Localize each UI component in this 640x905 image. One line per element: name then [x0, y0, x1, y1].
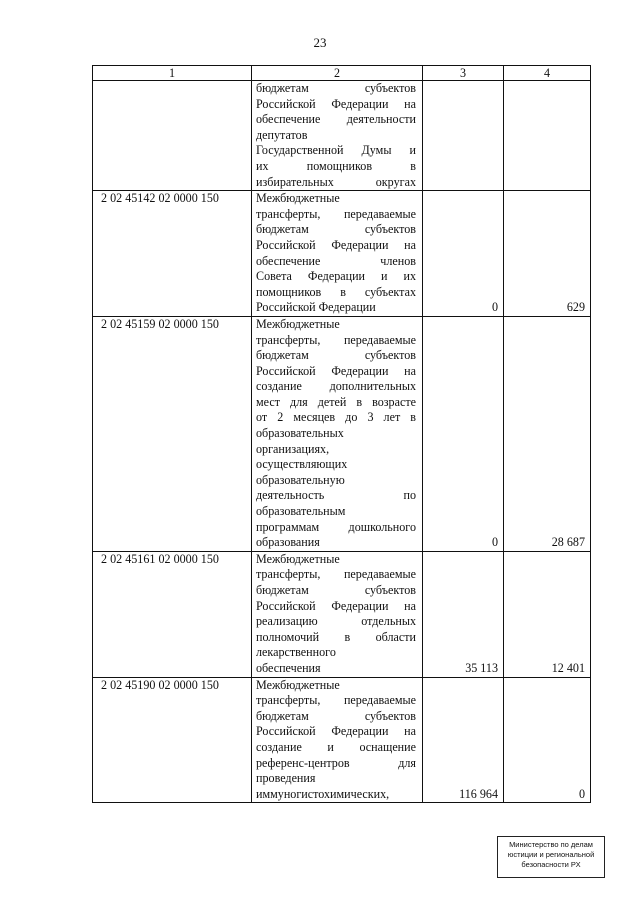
table-row — [93, 316, 591, 551]
description-line: реализацию отдельных — [256, 614, 416, 629]
description-line: референс-центров для — [256, 755, 416, 770]
value-col4: 12 401 — [504, 551, 591, 677]
description-line: обеспечение членов — [256, 253, 416, 268]
column-header-4: 4 — [504, 66, 591, 81]
description-line: Российской Федерации на — [256, 237, 416, 252]
description-line: Межбюджетные — [256, 191, 340, 206]
value-col4: 629 — [504, 191, 591, 317]
budget-code — [93, 81, 252, 191]
description-line: помощников в субъектах — [256, 284, 416, 299]
description-line: Российской Федерации на — [256, 363, 416, 378]
column-header-1: 1 — [93, 66, 252, 81]
table-row — [93, 677, 591, 803]
table-row — [93, 551, 591, 677]
description-line: создание и оснащение — [256, 739, 416, 754]
value-col3: 35 113 — [423, 551, 504, 677]
budget-code: 2 02 45190 02 0000 150 — [93, 677, 252, 803]
description-line: образовательных — [256, 426, 344, 441]
description-line: деятельность по — [256, 488, 416, 503]
description-line: трансферты, передаваемые — [256, 332, 416, 347]
table-row — [93, 191, 591, 317]
description-line: иммуногистохимических, — [256, 786, 390, 801]
description — [252, 81, 423, 191]
description-line: программам дошкольного — [256, 519, 416, 534]
description-line: проведения — [256, 771, 316, 786]
budget-table — [92, 65, 591, 803]
description-line: бюджетам субъектов — [256, 81, 416, 95]
value-col4: 28 687 — [504, 316, 591, 551]
description-line: образования — [256, 535, 320, 550]
description-line: трансферты, передаваемые — [256, 567, 416, 582]
description-line: лекарственного — [256, 645, 336, 660]
description-line: мест для детей в возрасте — [256, 394, 416, 409]
description-line: бюджетам субъектов — [256, 583, 416, 597]
description-line: Российской Федерации — [256, 300, 376, 315]
column-header-2: 2 — [252, 66, 423, 81]
description-line: избирательных округах — [256, 174, 416, 189]
description-line: трансферты, передаваемые — [256, 206, 416, 221]
description-line: Межбюджетные — [256, 316, 340, 331]
stamp-line: Министерство по делам — [509, 840, 593, 849]
description-line: бюджетам субъектов — [256, 348, 416, 363]
description-line: организациях, — [256, 441, 330, 456]
description-line: полномочий в области — [256, 629, 416, 644]
budget-code: 2 02 45161 02 0000 150 — [93, 551, 252, 677]
value-col4: 0 — [504, 677, 591, 803]
stamp-line: безопасности РХ — [521, 860, 581, 869]
description-line: их помощников в — [256, 158, 416, 173]
header-row — [93, 66, 591, 81]
description-line: Российской Федерации на — [256, 598, 416, 613]
budget-code: 2 02 45159 02 0000 150 — [93, 316, 252, 551]
description-line: бюджетам субъектов — [256, 222, 416, 237]
value-col4 — [504, 81, 591, 191]
description — [252, 191, 423, 317]
description-line: образовательным — [256, 504, 346, 519]
registration-stamp — [497, 836, 605, 878]
description — [252, 316, 423, 551]
description-line: создание дополнительных — [256, 379, 416, 394]
description-line: осуществляющих — [256, 457, 348, 472]
budget-code: 2 02 45142 02 0000 150 — [93, 191, 252, 317]
description-line: Межбюджетные — [256, 551, 340, 566]
description-line: Межбюджетные — [256, 677, 340, 692]
description-line: трансферты, передаваемые — [256, 693, 416, 708]
description-line: Российской Федерации на — [256, 724, 416, 739]
description-line: образовательную — [256, 472, 345, 487]
description-line: Совета Федерации и их — [256, 269, 416, 284]
stamp-line: юстиции и региональной — [507, 850, 595, 859]
value-col3 — [423, 81, 504, 191]
table-row — [93, 81, 591, 191]
value-col3: 116 964 — [423, 677, 504, 803]
description-line: депутатов — [256, 127, 308, 142]
description — [252, 551, 423, 677]
value-col3: 0 — [423, 316, 504, 551]
column-header-3: 3 — [423, 66, 504, 81]
page-number: 23 — [313, 35, 327, 50]
description-line: от 2 месяцев до 3 лет в — [256, 410, 416, 425]
value-col3: 0 — [423, 191, 504, 317]
description-line: обеспечение деятельности — [256, 112, 416, 127]
description — [252, 677, 423, 803]
description-line: Государственной Думы и — [256, 143, 416, 158]
description-line: бюджетам субъектов — [256, 708, 416, 723]
description-line: Российской Федерации на — [256, 96, 416, 111]
description-line: обеспечения — [256, 660, 321, 675]
